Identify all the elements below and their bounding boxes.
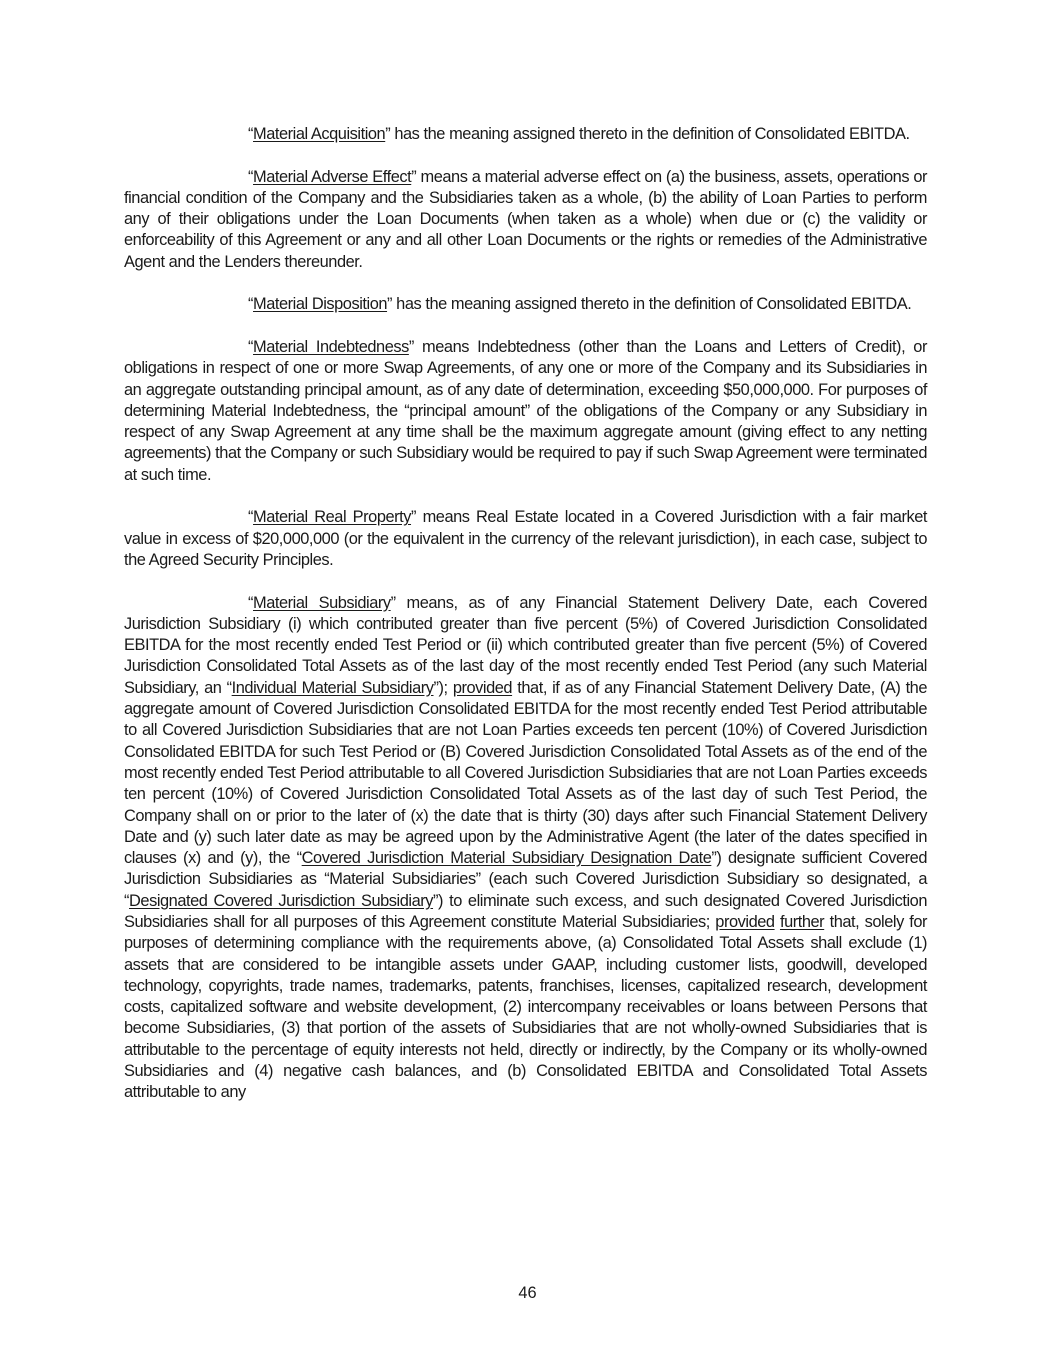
definition-material-indebtedness [124,337,927,486]
definition-material-subsidiary [124,593,927,1104]
definition-text: means, as of any Financial Statement Delivery Date, each Covered Jurisdiction Subsidiary (i) which contributed greater than five percent (5%) of Covered Jurisdiction Consolidated EBITDA for the most recently ended Test Period or (ii) which contributed greater than five percent (5%) of Covered Jurisdiction Consolidated Total Assets as of the last day of the most recently ended Test Period (any such Material Subsidiary, an “ [124,593,928,697]
definition-material-real-property [124,507,927,571]
open-quote: “ [248,167,254,186]
open-quote: “ [248,295,254,314]
definition-text: that, if as of any Financial Statement Delivery Date, (A) the aggregate amount of Covered Jurisdiction Consolidated EBITDA for the most recently ended Test Period attributable to all Covered Jurisdiction Subsidiaries that are not Loan Parties exceeds ten percent (10%) of Covered Jurisdiction Consolidated EBITDA for such Test Period or (B) Covered Jurisdiction Consolidated Total Assets as of the end of the most recently ended Test Period attributable to all Covered Jurisdiction Subsidiaries that are not Loan Parties exceeds ten percent (10%) of Covered Jurisdiction Consolidated Total Assets as of the last day of such Test Period, the Company shall on or prior to the later of (x) the date that is thirty (30) days after such Financial Statement Delivery Date and (y) such later date as may be agreed upon by the Administrative Agent (the later of the dates specified in clauses (x) and (y), the “ [124,678,927,868]
document-body [124,124,927,1125]
defined-term: Material Subsidiary [253,593,391,612]
defined-term: Material Real Property [253,508,412,527]
proviso-keyword: provided [715,912,775,931]
close-quote: ” [385,125,391,143]
defined-term: Material Disposition [253,295,388,314]
proviso-further-keyword: further [779,912,825,931]
proviso-keyword: provided [452,678,513,697]
definition-text: means a material adverse effect on (a) the business, assets, operations or financial condition of the Company and the Subsidiaries taken as a whole, (b) the ability of Loan Parties to perform any of their obligations under the Loan Documents (when taken as a whole) when due or (c) the validity or enforceability of this Agreement or any and all other Loan Documents or the rights or remedies of the Administrative Agent and the Lenders thereunder. [124,167,927,271]
defined-term: Material Adverse Effect [253,167,412,186]
close-quote: ” [411,508,417,527]
page-number: 46 [518,1284,537,1302]
definition-material-adverse-effect [124,167,927,273]
definition-text: ”) designate sufficient Covered Jurisdiction Subsidiaries as “Material Subsidiaries” (each such Covered Jurisdiction Subsidiary so designated, a “ [124,849,927,910]
definition-text: has the meaning assigned thereto in the definition of Consolidated EBITDA. [390,125,910,143]
definition-text: that, solely for purposes of determining compliance with the requirements above, (a) Consolidated Total Assets shall exclude (1) assets that are considered to be intangible assets under GAAP, including customer lists, goodwill, developed technology, copyrights, trade names, trademarks, patents, franchises, licenses, capitalized research, development costs, capitalized software and website development, (2) intercompany receivables or loans between Persons that become Subsidiaries, (3) that portion of the assets of Subsidiaries that are not wholly-owned Subsidiaries that is attributable to the percentage of equity interests not held, directly or indirectly, by the Company or its wholly-owned Subsidiaries and (4) negative cash balances, and (b) Consolidated EBITDA and Consolidated Total Assets attributable to any [124,912,927,1102]
close-quote: ” [387,295,393,314]
defined-term-individual-material-subsidiary: Individual Material Subsidiary [231,678,434,697]
defined-term: Material Acquisition [253,125,386,143]
close-quote: ” [411,167,417,186]
close-quote: ” [408,337,414,356]
definition-text: means Real Estate located in a Covered Jurisdiction with a fair market value in excess of $20,000,000 (or the equivalent in the currency of the relevant jurisdiction), in each case, subject to the Agreed Security Principles. [124,508,927,569]
close-quote: ” [390,593,396,612]
definition-text: means Indebtedness (other than the Loans and Letters of Credit), or obligations in respect of one or more Swap Agreements, of any one or more of the Company and its Subsidiaries in an aggregate outstanding principal amount, as of any date of determination, exceeding $50,000,000. For purposes of determining Material Indebtedness, the “principal amount” of the obligations of the Company or any Subsidiary in respect of any Swap Agreement at any time shall be the maximum aggregate amount (giving effect to any netting agreements) that the Company or such Subsidiary would be required to pay if such Swap Agreement were terminated at such time. [124,337,927,484]
defined-term-designation-date: Covered Jurisdiction Material Subsidiary Designation Date [301,849,712,868]
open-quote: “ [248,337,254,356]
definition-material-disposition [124,294,927,315]
definition-text: has the meaning assigned thereto in the definition of Consolidated EBITDA. [392,295,912,314]
open-quote: “ [248,508,254,527]
definition-material-acquisition [124,124,927,145]
defined-term: Material Indebtedness [253,337,409,356]
definition-text: ”) to eliminate such excess, and such designated Covered Jurisdiction Subsidiaries shall for all purposes of this Agreement constitute Material Subsidiaries; [124,891,927,931]
open-quote: “ [248,125,254,143]
defined-term-designated-subsidiary: Designated Covered Jurisdiction Subsidiary [129,891,434,910]
open-quote: “ [248,593,254,612]
definition-text: ”); [433,678,453,697]
